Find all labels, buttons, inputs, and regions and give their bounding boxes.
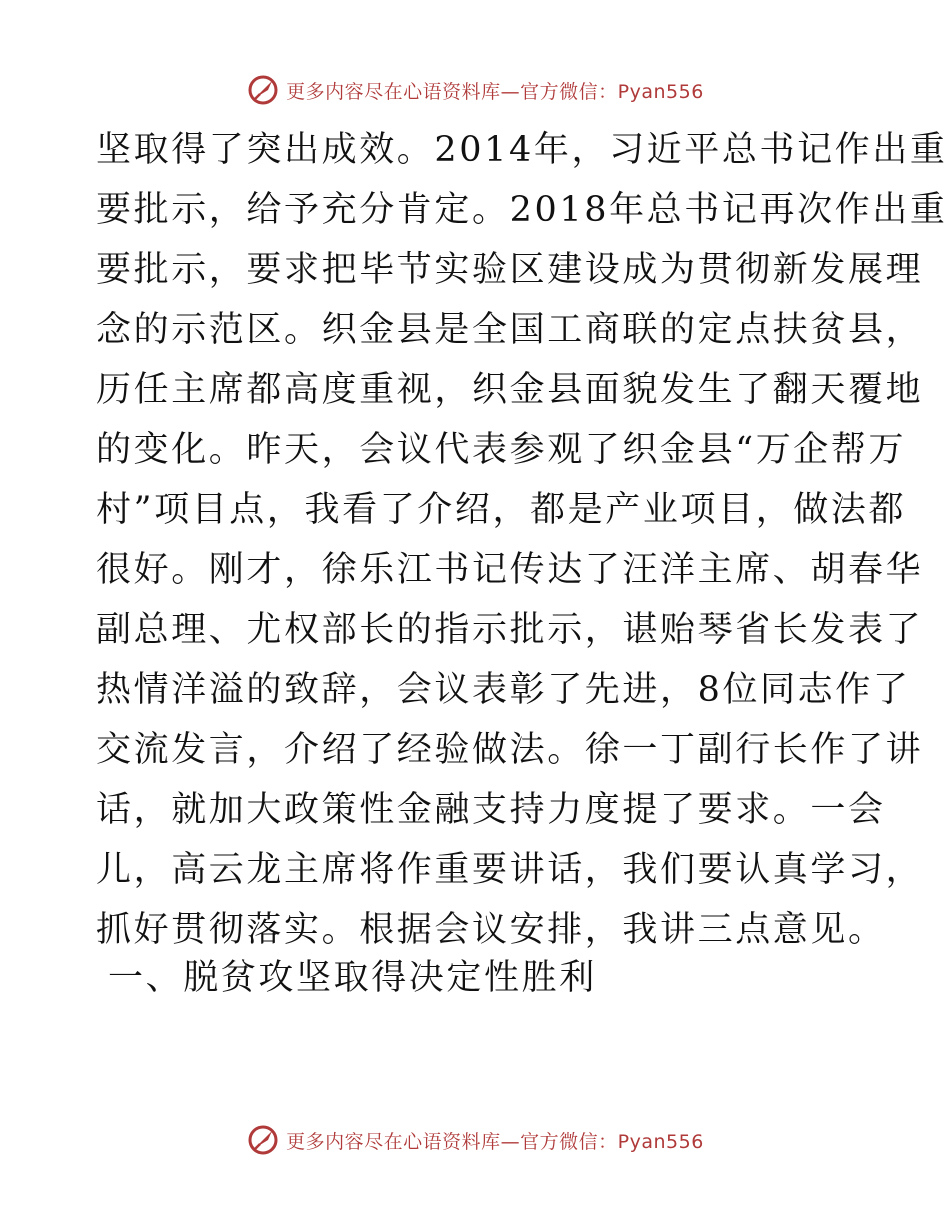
text-line: 副总理、尤权部长的指示批示，谌贻琴省长发表了 bbox=[96, 610, 924, 650]
text-line: 交流发言，介绍了经验做法。徐一丁副行长作了讲 bbox=[96, 730, 924, 770]
watermark-text: 更多内容尽在心语资料库—官方微信：Pyan556 bbox=[286, 80, 704, 103]
text-line: 很好。刚才，徐乐江书记传达了汪洋主席、胡春华 bbox=[96, 550, 924, 590]
footer-watermark bbox=[0, 1120, 950, 1160]
text-line: 抓好贯彻落实。根据会议安排，我讲三点意见。 bbox=[96, 910, 886, 950]
text-line: 念的示范区。织金县是全国工商联的定点扶贫县， bbox=[96, 310, 924, 350]
body-paragraph bbox=[96, 120, 948, 960]
text-line: 话，就加大政策性金融支持力度提了要求。一会 bbox=[96, 790, 886, 830]
text-line: 坚取得了突出成效。2014年，习近平总书记作出重 bbox=[96, 130, 948, 170]
feather-pen-logo-icon bbox=[246, 1123, 280, 1157]
text-line: 要批示，给予充分肯定。2018年总书记再次作出重 bbox=[96, 190, 948, 230]
text-line: 历任主席都高度重视，织金县面貌发生了翻天覆地 bbox=[96, 370, 924, 410]
text-line: 村”项目点，我看了介绍，都是产业项目，做法都 bbox=[96, 490, 907, 530]
text-line: 热情洋溢的致辞，会议表彰了先进，8位同志作了 bbox=[96, 670, 911, 710]
header-watermark bbox=[0, 70, 950, 110]
feather-pen-logo-icon bbox=[246, 73, 280, 107]
watermark-text: 更多内容尽在心语资料库—官方微信：Pyan556 bbox=[286, 1130, 704, 1153]
text-line: 儿，高云龙主席将作重要讲话，我们要认真学习， bbox=[96, 850, 924, 890]
section-heading: 一、脱贫攻坚取得决定性胜利 bbox=[108, 958, 597, 998]
text-line: 要批示，要求把毕节实验区建设成为贯彻新发展理 bbox=[96, 250, 924, 290]
text-line: 的变化。昨天，会议代表参观了织金县“万企帮万 bbox=[96, 430, 907, 470]
